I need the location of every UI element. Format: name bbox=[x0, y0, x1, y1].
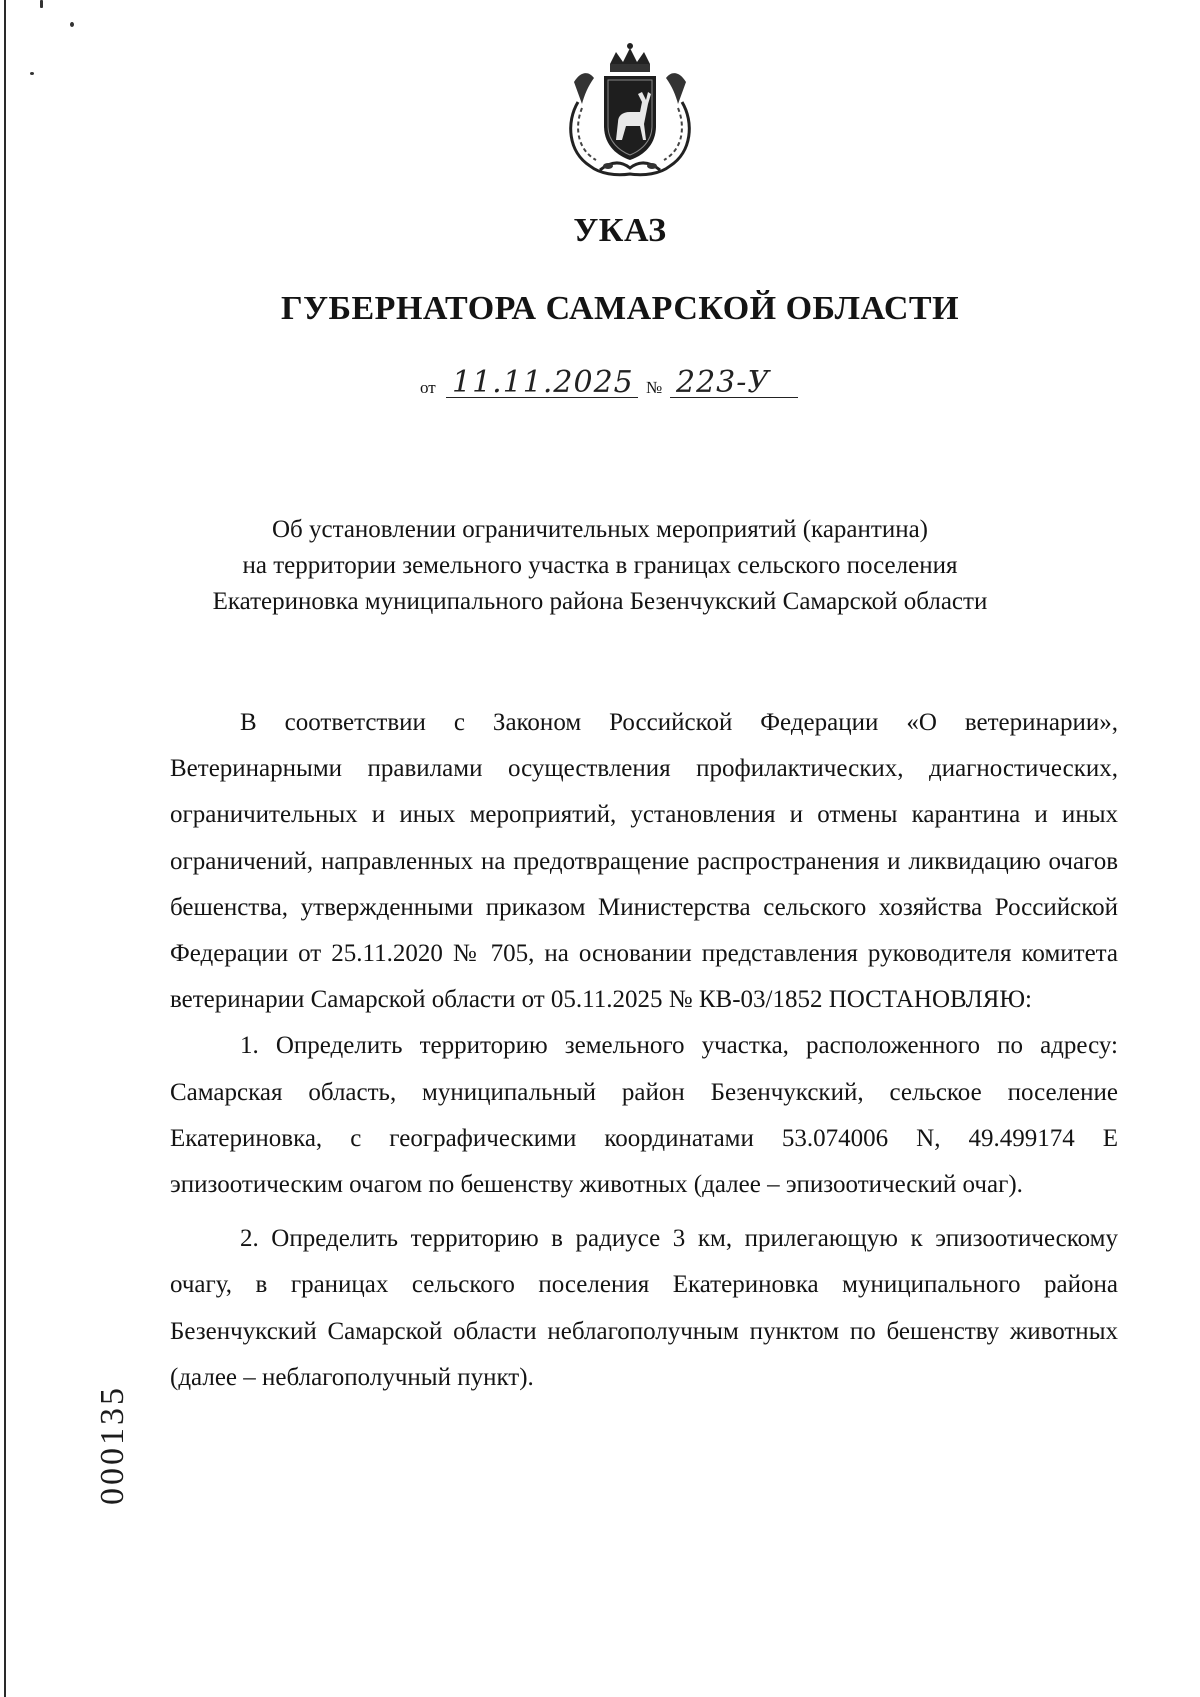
handwritten-date: 11.11.2025 bbox=[452, 365, 634, 400]
handwritten-number: 223-У bbox=[676, 365, 771, 400]
decree-date-number-line bbox=[420, 362, 880, 408]
clause-1-paragraph: 1. Определить территорию земельного участка, расположенного по адресу: Самарская область, муниципальный район Безенчукский, сельское поселение Екатериновка, с географическими координатами 53.074006 N, 49.499174 E эпизоотическим очагом по бешенству животных (далее – эпизоотический очаг). bbox=[170, 1032, 1118, 1199]
clause-2-paragraph: 2. Определить территорию в радиусе 3 км, прилегающую к эпизоотическому очагу, в границах сельского поселения Екатериновка муниципального района Безенчукский Самарской области неблагополучным пунктом по бешенству животных (далее – неблагополучный пункт). bbox=[170, 1225, 1118, 1391]
number-prefix-label: № bbox=[646, 378, 663, 397]
subject-line: Екатериновка муниципального района Безенчукский Самарской области bbox=[212, 588, 988, 615]
side-stamp-number: 000135 bbox=[94, 1385, 131, 1505]
scan-speck bbox=[40, 0, 43, 8]
issuer-title: ГУБЕРНАТОРА САМАРСКОЙ ОБЛАСТИ bbox=[280, 290, 960, 327]
date-prefix-label: от bbox=[420, 378, 436, 397]
preamble-paragraph: В соответствии с Законом Российской Федерации «О ветеринарии», Ветеринарными правилами осуществления профилактических, диагностических, ограничительных и иных мероприятий, установления и отмены карантина и иных ограничений, направленных на предотвращение распространения и ликвидацию очагов бешенства, утвержденными приказом Министерства сельского хозяйства Российской Федерации от 25.11.2020 № 705, на основании представления руководителя комитета ветеринарии Самарской области от 05.11.2025 № КВ-03/1852 ПОСТАНОВЛЯЮ: bbox=[170, 709, 1118, 1014]
page-edge bbox=[4, 0, 6, 1697]
scan-speck bbox=[30, 72, 34, 75]
document-type-title: УКАЗ bbox=[573, 212, 667, 249]
subject-line: на территории земельного участка в границах сельского поселения bbox=[242, 552, 958, 579]
scan-speck bbox=[70, 22, 74, 27]
subject-line: Об установлении ограничительных мероприятий (карантина) bbox=[271, 516, 929, 543]
document-body bbox=[170, 700, 1118, 1401]
document-subject bbox=[0, 512, 1200, 620]
samara-coat-of-arms-icon bbox=[560, 42, 700, 182]
